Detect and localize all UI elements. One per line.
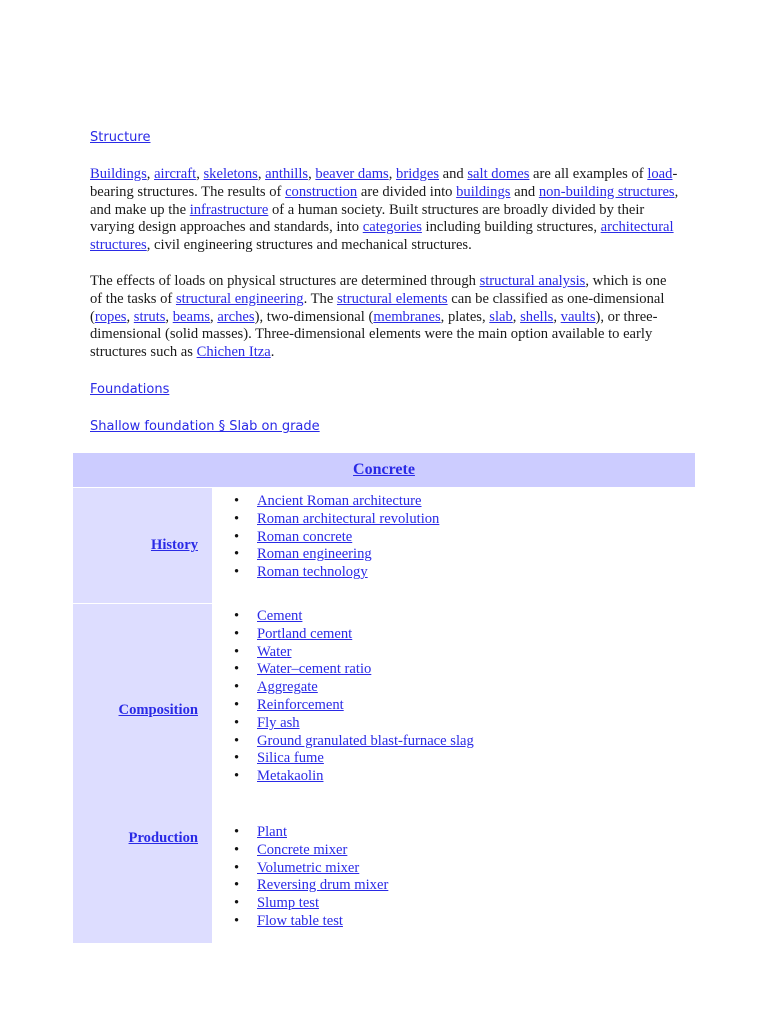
list-item xyxy=(212,750,695,768)
list-item xyxy=(212,842,695,860)
paragraph-text: , xyxy=(126,308,134,325)
list-item xyxy=(212,877,695,895)
inline-link[interactable]: ropes xyxy=(94,308,127,325)
infobox-list-cell-composition xyxy=(212,604,695,817)
list-item-link[interactable]: Fly ash xyxy=(257,714,300,731)
list-item xyxy=(212,626,695,644)
paragraph-text: , plates, xyxy=(440,308,490,325)
list-item-link[interactable]: Roman technology xyxy=(257,564,368,581)
list-item-link[interactable]: Reversing drum mixer xyxy=(257,877,389,894)
infobox-title-concrete[interactable]: Concrete xyxy=(353,461,415,478)
list-item xyxy=(212,715,695,733)
list-item-link[interactable]: Reinforcement xyxy=(257,696,344,713)
paragraph-text: . The xyxy=(303,290,337,307)
paragraph-text: , xyxy=(553,308,561,325)
inline-link[interactable]: vaults xyxy=(560,308,596,325)
list-item xyxy=(212,493,695,511)
list-item-link[interactable]: Roman architectural revolution xyxy=(257,510,440,527)
list-item-link[interactable]: Silica fume xyxy=(257,750,324,767)
paragraph-text: , xyxy=(308,166,316,182)
list-item-link[interactable]: Portland cement xyxy=(257,625,353,642)
list-item-link[interactable]: Water xyxy=(257,643,292,660)
infobox-label-production xyxy=(73,816,212,943)
bullet-icon: • xyxy=(234,841,240,858)
bullet-icon: • xyxy=(234,877,240,894)
infobox-list-cell-history xyxy=(212,488,695,604)
paragraph-text: , xyxy=(146,166,155,182)
list-item xyxy=(212,860,695,878)
bullet-icon: • xyxy=(234,643,240,660)
inline-link[interactable]: construction xyxy=(285,183,358,200)
paragraph-text: The effects of loads on physical structures are determined through xyxy=(90,273,480,289)
paragraph-text: , which is one of the tasks of xyxy=(90,273,667,307)
inline-link[interactable]: aircraft xyxy=(154,166,197,182)
inline-link[interactable]: anthills xyxy=(265,166,309,182)
list-item xyxy=(212,768,695,786)
bullet-icon: • xyxy=(234,625,240,642)
list-item xyxy=(212,644,695,662)
inline-link[interactable]: struts xyxy=(133,308,166,325)
bullet-icon: • xyxy=(234,608,240,624)
inline-link[interactable]: non-building structures xyxy=(538,183,675,200)
paragraph-text: , xyxy=(196,166,204,182)
bullet-icon: • xyxy=(234,661,240,678)
production-link[interactable]: Production xyxy=(128,830,198,846)
list-item-link[interactable]: Water–cement ratio xyxy=(257,661,372,678)
inline-link[interactable]: beams xyxy=(172,308,211,325)
list-item-link[interactable]: Volumetric mixer xyxy=(257,859,360,876)
list-item-link[interactable]: Metakaolin xyxy=(257,768,324,785)
paragraph-text: , xyxy=(512,308,521,325)
bullet-icon: • xyxy=(234,859,240,876)
paragraph-text: ), two-dimensional ( xyxy=(254,308,374,325)
list-item-link[interactable]: Plant xyxy=(257,824,287,840)
paragraph-text: , xyxy=(388,166,397,182)
inline-link[interactable]: beaver dams xyxy=(315,166,389,182)
inline-link[interactable]: Buildings xyxy=(90,166,147,182)
infobox-label-composition xyxy=(73,604,212,817)
list-item-link[interactable]: Aggregate xyxy=(257,679,318,696)
paragraph-text: and xyxy=(510,183,539,200)
list-item-link[interactable]: Flow table test xyxy=(257,912,343,929)
list-item-link[interactable]: Roman concrete xyxy=(257,528,353,545)
bullet-icon: • xyxy=(234,510,240,527)
paragraph-text: , xyxy=(257,166,266,182)
bullet-icon: • xyxy=(234,912,240,929)
inline-link[interactable]: Chichen Itza xyxy=(196,344,271,361)
bullet-icon: • xyxy=(234,732,240,749)
list-item-link[interactable]: Cement xyxy=(257,608,303,624)
list-item xyxy=(212,733,695,751)
heading-foundations[interactable]: Foundations xyxy=(90,382,170,397)
paragraph-text: are divided into xyxy=(357,183,457,200)
bullet-icon: • xyxy=(234,768,240,785)
bullet-icon: • xyxy=(234,824,240,840)
bullet-icon: • xyxy=(234,493,240,509)
list-item-link[interactable]: Slump test xyxy=(257,895,320,912)
paragraph-text: of a human society. Built structures are broadly divided by their varying design approaches and standards, into xyxy=(90,201,645,236)
paragraph-text: can be classified as one-dimensional ( xyxy=(90,290,665,325)
infobox-row-production xyxy=(73,816,695,943)
list-item xyxy=(212,511,695,529)
bullet-icon: • xyxy=(234,714,240,731)
bullet-icon: • xyxy=(234,679,240,696)
history-link[interactable]: History xyxy=(150,537,198,553)
list-item xyxy=(212,679,695,697)
list-item-link[interactable]: Roman engineering xyxy=(257,546,372,563)
inline-link[interactable]: infrastructure xyxy=(189,201,269,218)
inline-link[interactable]: arches xyxy=(217,308,255,325)
list-item-link[interactable]: Concrete mixer xyxy=(257,841,348,858)
history-list xyxy=(212,488,695,582)
bullet-icon: • xyxy=(234,564,240,581)
bullet-icon: • xyxy=(234,696,240,713)
paragraph-text: including building structures, xyxy=(421,219,601,236)
bullet-icon: • xyxy=(234,546,240,563)
infobox-label-history xyxy=(73,488,212,604)
list-item-link[interactable]: Ground granulated blast-furnace slag xyxy=(257,732,474,749)
bullet-icon: • xyxy=(234,750,240,767)
inline-link[interactable]: membranes xyxy=(373,308,441,325)
infobox-row-history xyxy=(73,488,695,604)
list-item xyxy=(212,697,695,715)
list-item xyxy=(212,546,695,564)
paragraph-text: , civil engineering structures and mechanical structures. xyxy=(146,237,472,254)
composition-list xyxy=(212,604,695,786)
paragraph-structural-analysis xyxy=(90,273,680,362)
infobox-title-cell xyxy=(73,453,695,488)
list-item xyxy=(212,661,695,679)
infobox-list-cell-production xyxy=(212,816,695,943)
list-item xyxy=(212,895,695,913)
bullet-icon: • xyxy=(234,895,240,912)
production-list xyxy=(212,816,695,931)
concrete-infobox xyxy=(73,453,695,943)
paragraph-text: , xyxy=(165,308,173,325)
list-item xyxy=(212,913,695,931)
composition-link[interactable]: Composition xyxy=(118,701,198,718)
bullet-icon: • xyxy=(234,528,240,545)
inline-link[interactable]: categories xyxy=(362,219,422,236)
list-item xyxy=(212,564,695,582)
paragraph-text: ), or three-dimensional (solid masses). Three-dimensional elements were the main option available to early structures such as xyxy=(90,308,658,361)
paragraph-text: . xyxy=(270,344,275,361)
list-item-link[interactable]: Ancient Roman architecture xyxy=(257,493,422,509)
paragraph-text: , xyxy=(210,308,218,325)
inline-link[interactable]: slab xyxy=(489,308,513,325)
infobox-row-composition xyxy=(73,604,695,817)
inline-link[interactable]: structural elements xyxy=(336,290,448,307)
inline-link[interactable]: salt domes xyxy=(467,166,530,182)
paragraph-text: and xyxy=(439,166,468,182)
inline-link[interactable]: buildings xyxy=(456,183,511,200)
paragraph-text: -bearing structures. The results of xyxy=(90,166,678,200)
list-item xyxy=(212,824,695,842)
heading-structure[interactable]: Structure xyxy=(90,130,151,145)
paragraph-structures-intro xyxy=(90,166,680,255)
list-item xyxy=(212,608,695,626)
list-item xyxy=(212,529,695,547)
inline-link[interactable]: skeletons xyxy=(203,166,258,182)
inline-link[interactable]: shells xyxy=(520,308,554,325)
inline-link[interactable]: architectural structures xyxy=(90,219,674,254)
paragraph-text: are all examples of xyxy=(529,166,648,182)
inline-link[interactable]: load xyxy=(647,166,673,182)
inline-link[interactable]: structural engineering xyxy=(175,290,304,307)
inline-link[interactable]: structural analysis xyxy=(479,273,586,289)
heading-shallow-foundation[interactable]: Shallow foundation § Slab on grade xyxy=(90,419,320,434)
paragraph-text: , and make up the xyxy=(90,183,679,218)
inline-link[interactable]: bridges xyxy=(396,166,439,182)
